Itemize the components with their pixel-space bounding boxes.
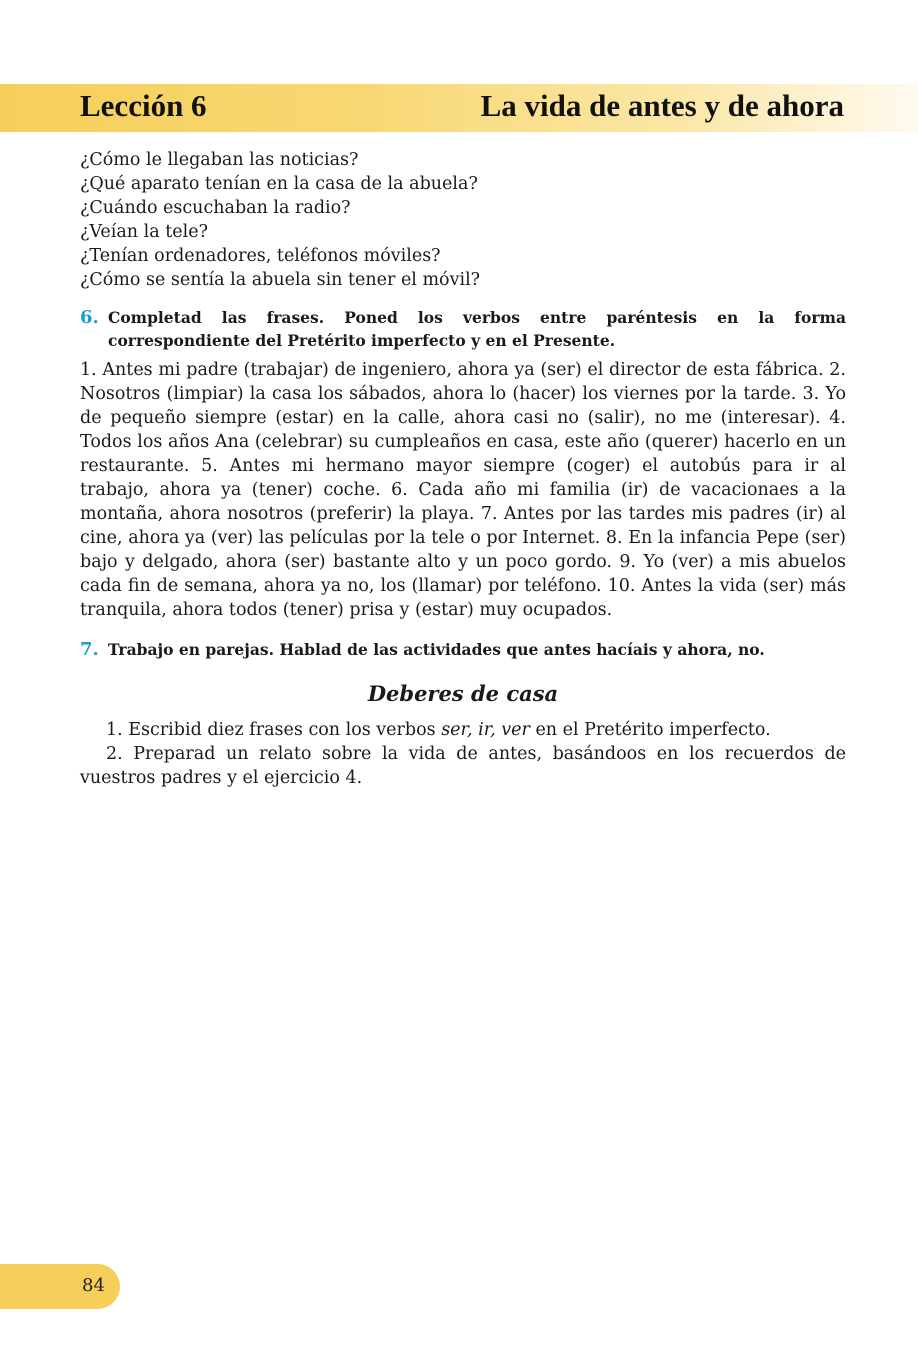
homework-item-1-end: en el Pretérito imperfecto. (529, 720, 771, 740)
question-item: ¿Tenían ordenadores, teléfonos móviles? (80, 246, 441, 266)
exercise-6-instruction: Completad las frases. Poned los verbos entre paréntesis en la forma correspondiente del Pretérito imperfecto y en el Presente. (108, 308, 846, 350)
lesson-title: La vida de antes y de ahora (480, 88, 844, 123)
exercise-7-instruction: Trabajo en parejas. Hablad de las actividades que antes hacíais y ahora, no. (108, 640, 765, 659)
question-list (80, 148, 846, 292)
homework-item-1 (80, 718, 846, 742)
exercise-6-heading (80, 306, 846, 352)
exercise-6-number: 6. (80, 307, 99, 328)
homework-item-2: 2. Preparad un relato sobre la vida de antes, basándoos en los recuerdos de vuestros padres y el ejercicio 4. (80, 744, 846, 788)
page-content (80, 148, 846, 790)
homework-item-1-start: 1. Escribid diez frases con los verbos (106, 720, 442, 740)
question-item: ¿Cómo se sentía la abuela sin tener el móvil? (80, 270, 481, 290)
page-number: 84 (82, 1275, 105, 1296)
question-item: ¿Cuándo escuchaban la radio? (80, 198, 351, 218)
lesson-label: Lección 6 (80, 88, 207, 123)
question-item: ¿Qué aparato tenían en la casa de la abuela? (80, 174, 478, 194)
exercise-6-text: 1. Antes mi padre (trabajar) de ingeniero, ahora ya (ser) el director de esta fábrica. 2. Nosotros (limpiar) la casa los sábados, ahora lo (hacer) los viernes por la tarde. 3. Yo de pequeño siempre (estar) en la calle, ahora casi no (salir), no me (interesar). 4. Todos los años Ana (celebrar) su cumpleaños en casa, este año (querer) hacerlo en un restaurante. 5. Antes mi hermano mayor siempre (coger) el autobús para ir al trabajo, ahora ya (tener) coche. 6. Cada año mi familia (ir) de vacacionaes a la montaña, ahora nosotros (preferir) la playa. 7. Antes por las tardes mis padres (ir) al cine, ahora ya (ver) las películas por la tele o por Internet. 8. En la infancia Pepe (ser) bajo y delgado, ahora (ser) bastante alto y un poco gordo. 9. Yo (ver) a mis abuelos cada fin de semana, ahora ya no, los (llamar) por teléfono. 10. Antes la vida (ser) más tranquila, ahora todos (tener) prisa y (estar) muy ocupados. (80, 360, 846, 620)
question-item: ¿Veían la tele? (80, 222, 208, 242)
homework-title: Deberes de casa (367, 681, 559, 706)
question-item: ¿Cómo le llegaban las noticias? (80, 150, 359, 170)
exercise-7-heading (80, 638, 846, 661)
exercise-7-number: 7. (80, 639, 99, 660)
homework-item-1-verbs: ser, ir, ver (441, 720, 530, 740)
